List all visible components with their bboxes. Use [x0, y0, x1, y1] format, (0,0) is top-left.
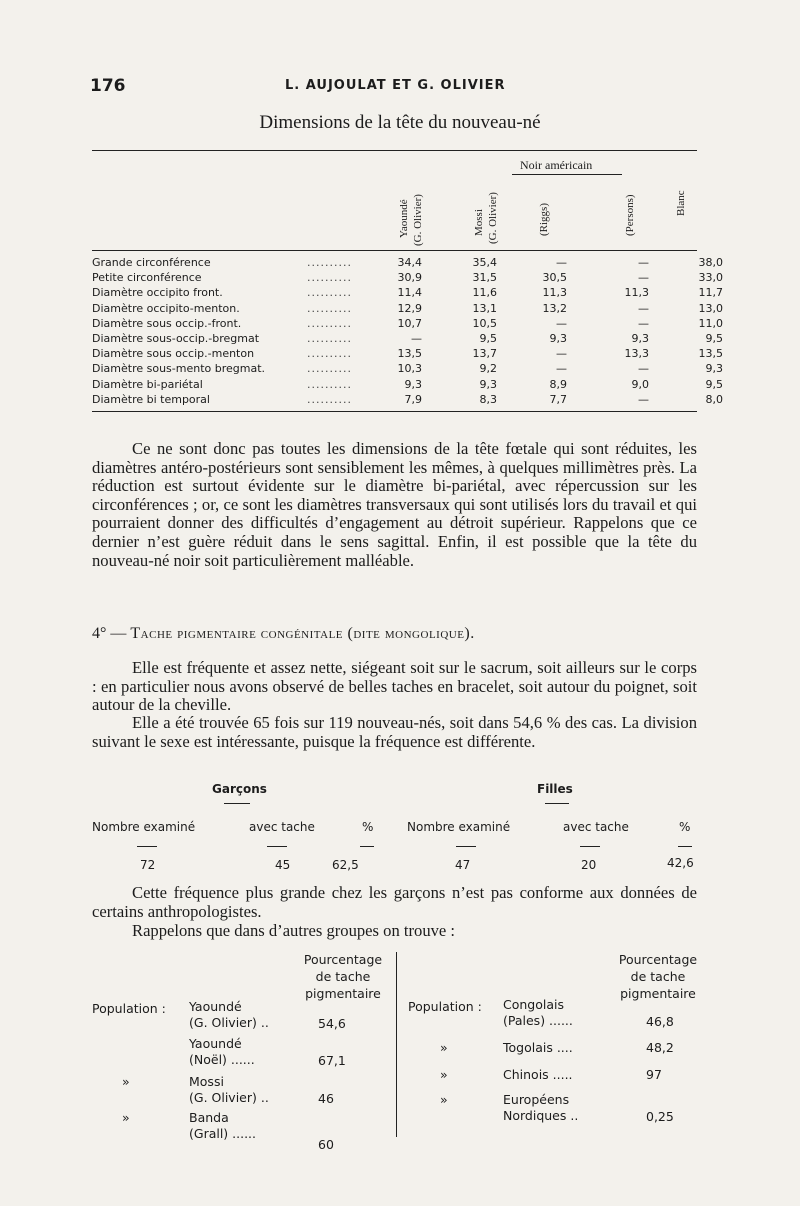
cell-value: 9,0: [631, 377, 649, 391]
boys-with-spot: 45: [275, 858, 291, 872]
cell-value: 9,3: [404, 377, 422, 391]
cell-value: 30,9: [397, 271, 422, 285]
cell-value: —: [556, 347, 567, 361]
running-title: L. AUJOULAT ET G. OLIVIER: [285, 78, 506, 93]
col-header-blanc: Blanc: [675, 190, 687, 216]
girls-percent: 42,6: [667, 856, 694, 870]
girls-col-percent: %: [679, 820, 691, 834]
cell-value: 10,7: [397, 316, 422, 330]
section-heading: [92, 625, 697, 643]
cell-value: 13,5: [397, 347, 422, 361]
table-row: [92, 301, 723, 316]
cell-value: 31,5: [472, 271, 497, 285]
cell-value: 10,5: [472, 316, 497, 330]
population-name: Yaoundé: [189, 1036, 242, 1051]
cell-value: 11,3: [542, 286, 567, 300]
leader-dots: ..........: [307, 332, 352, 345]
col-header-riggs: (Riggs): [538, 203, 550, 236]
cell-value: 9,5: [705, 377, 723, 391]
cell-value: 38,0: [698, 256, 723, 269]
table-row: [92, 256, 723, 270]
cell-value: 7,7: [549, 392, 567, 406]
leader-dots: ..........: [307, 347, 352, 361]
population-percent: 46: [318, 1091, 334, 1106]
cell-value: 33,0: [698, 271, 723, 285]
leader-dots: ..........: [307, 271, 352, 285]
left-col-header: Pourcentage de tache pigmentaire: [303, 952, 383, 1001]
ditto-mark: »: [440, 1092, 448, 1107]
row-label: Diamètre bi temporal: [92, 392, 210, 406]
right-col-header: Pourcentage de tache pigmentaire: [618, 952, 698, 1001]
leader-dots: ..........: [307, 377, 352, 391]
row-label: Diamètre sous occip.-menton: [92, 347, 255, 361]
leader-dots: ..........: [307, 256, 352, 269]
population-percent: 60: [318, 1137, 334, 1152]
cell-value: 9,5: [479, 332, 497, 345]
cell-value: 11,0: [698, 316, 723, 330]
leader-dots: ..........: [307, 286, 352, 300]
paragraph-4: Cette fréquence plus grande chez les garçons n’est pas conforme aux données de certains anthropologistes.: [92, 883, 697, 921]
paragraph-1: Ce ne sont donc pas toutes les dimensions de la tête fœtale qui sont réduites, les diamètres antéro-postérieurs sont sensiblement les mêmes, à quelques millimètres près. La réduction est surtout évidente sur le diamètre bi-pariétal, avec répercussion sur les circonférences ; or, ce sont les diamètres transversaux qui sont utilisés lors du travail et qui pourraient donner des difficultés d’engagement au détroit supérieur. Rappelons que ce dernier n’est guère réduit dans le sens sagittal. Enfin, il est possible que la tête du nouveau-né noir soit particulièrement malléable.: [92, 439, 697, 570]
boys-col-examined: Nombre examiné: [92, 820, 196, 834]
population-name: Togolais ....: [503, 1040, 573, 1055]
table-title: Dimensions de la tête du nouveau-né: [259, 112, 541, 133]
dash-2: [267, 846, 287, 847]
cell-value: —: [556, 316, 567, 330]
cell-value: 10,3: [397, 362, 422, 376]
leader-dots: ..........: [307, 392, 352, 406]
cell-value: 30,5: [542, 271, 567, 285]
right-population-label: Population :: [408, 999, 482, 1014]
dash-1: [137, 846, 157, 847]
population-name: Chinois .....: [503, 1067, 573, 1082]
table-row: [92, 271, 723, 285]
cell-value: —: [638, 271, 649, 285]
left-population-label: Population :: [92, 1001, 166, 1016]
group-header: Noir américain: [520, 158, 593, 172]
cell-value: 11,6: [472, 286, 497, 300]
cell-value: 34,4: [397, 256, 422, 269]
population-name: Banda: [189, 1110, 229, 1125]
cell-value: —: [638, 301, 649, 315]
col-header-yaounde-source: (G. Olivier): [412, 194, 424, 246]
cell-value: 13,7: [472, 347, 497, 361]
paragraph-3: Elle a été trouvée 65 fois sur 119 nouveau-nés, soit dans 54,6 % des cas. La division suivant le sexe est intéressante, puisque la fréquence est différente.: [92, 713, 697, 751]
cell-value: 13,1: [472, 301, 497, 315]
table-row: [92, 392, 723, 407]
cell-value: 12,9: [397, 301, 422, 315]
row-label: Diamètre sous occip.-front.: [92, 316, 242, 330]
table-row: [92, 316, 723, 331]
cell-value: 9,3: [549, 332, 567, 345]
cell-value: —: [411, 332, 422, 345]
population-source: (Noël) ......: [189, 1052, 255, 1067]
cell-value: —: [556, 256, 567, 269]
cell-value: 35,4: [472, 256, 497, 269]
group-rule: [512, 174, 622, 175]
table-row: [92, 286, 723, 300]
boys-col-with-spot: avec tache: [249, 820, 315, 834]
cell-value: 8,9: [549, 377, 567, 391]
cell-value: 9,3: [631, 332, 649, 345]
girls-underline: [545, 803, 569, 804]
row-label: Diamètre occipito-menton.: [92, 301, 240, 315]
row-label: Diamètre bi-pariétal: [92, 377, 203, 391]
girls-label: Filles: [537, 782, 573, 796]
row-label: Diamètre sous-occip.-bregmat: [92, 332, 260, 345]
leader-dots: ..........: [307, 316, 352, 330]
cell-value: —: [638, 316, 649, 330]
girls-col-with-spot: avec tache: [563, 820, 629, 834]
ditto-mark: »: [440, 1067, 448, 1082]
cell-value: 13,5: [698, 347, 723, 361]
population-divider: [396, 952, 397, 1137]
boys-col-percent: %: [362, 820, 374, 834]
row-label: Grande circonférence: [92, 256, 211, 269]
population-source: (G. Olivier) ..: [189, 1015, 269, 1030]
ditto-mark: »: [122, 1074, 130, 1089]
cell-value: —: [638, 392, 649, 406]
boys-label: Garçons: [212, 782, 267, 796]
population-percent: 67,1: [318, 1053, 346, 1068]
cell-value: 8,0: [705, 392, 723, 406]
ditto-mark: »: [122, 1110, 130, 1125]
boys-examined: 72: [140, 858, 156, 872]
header-rule: [92, 250, 697, 251]
population-source: (G. Olivier) ..: [189, 1090, 269, 1105]
section-number: 4° —: [92, 625, 127, 642]
col-header-mossi: Mossi: [473, 209, 485, 236]
population-name: Mossi: [189, 1074, 224, 1089]
dash-5: [580, 846, 600, 847]
cell-value: —: [556, 362, 567, 376]
dash-6: [678, 846, 692, 847]
table-bottom-rule: [92, 411, 697, 412]
population-percent: 0,25: [646, 1109, 674, 1124]
col-header-persons: (Persons): [624, 194, 636, 236]
leader-dots: ..........: [307, 301, 352, 315]
cell-value: 11,7: [698, 286, 723, 300]
dash-3: [360, 846, 374, 847]
cell-value: 11,3: [624, 286, 649, 300]
population-percent: 97: [646, 1067, 662, 1082]
page-number: 176: [90, 76, 126, 96]
girls-with-spot: 20: [581, 858, 597, 872]
population-source: (Grall) ......: [189, 1126, 256, 1141]
population-source: Nordiques ..: [503, 1108, 579, 1123]
cell-value: —: [638, 256, 649, 269]
boys-underline: [224, 803, 250, 804]
cell-value: 11,4: [397, 286, 422, 300]
row-label: Diamètre occipito front.: [92, 286, 223, 300]
cell-value: 9,3: [479, 377, 497, 391]
population-percent: 54,6: [318, 1016, 346, 1031]
population-percent: 48,2: [646, 1040, 674, 1055]
cell-value: 13,3: [624, 347, 649, 361]
table-row: [92, 362, 723, 376]
dimension-table: [92, 150, 723, 412]
table-row: [92, 347, 723, 361]
section-title: Tache pigmentaire congénitale (dite mongolique).: [130, 625, 475, 642]
girls-col-examined: Nombre examiné: [407, 820, 511, 834]
girls-examined: 47: [455, 858, 471, 872]
row-label: Diamètre sous-mento bregmat.: [92, 362, 266, 376]
cell-value: 9,5: [705, 332, 723, 345]
cell-value: 9,3: [705, 362, 723, 376]
table-row: [92, 332, 723, 346]
ditto-mark: »: [440, 1040, 448, 1055]
cell-value: 9,2: [479, 362, 497, 376]
leader-dots: ..........: [307, 362, 352, 376]
population-percent: 46,8: [646, 1014, 674, 1029]
table-top-rule: [92, 150, 697, 151]
paragraph-2: Elle est fréquente et assez nette, siégeant soit sur le sacrum, soit ailleurs sur le corps : en particulier nous avons observé de belles taches en bracelet, soit autour du poignet, soit autour de la cheville.: [92, 658, 697, 715]
cell-value: 13,0: [698, 301, 723, 315]
population-source: (Pales) ......: [503, 1013, 573, 1028]
row-label: Petite circonférence: [92, 271, 202, 285]
population-name: Yaoundé: [189, 999, 242, 1014]
boys-percent: 62,5: [332, 858, 359, 872]
cell-value: 13,2: [542, 301, 567, 315]
col-header-yaounde: Yaoundé: [398, 199, 410, 238]
table-row: [92, 377, 723, 392]
col-header-mossi-source: (G. Olivier): [487, 192, 499, 244]
population-name: Européens: [503, 1092, 570, 1107]
cell-value: 8,3: [479, 392, 497, 406]
dash-4: [456, 846, 476, 847]
paragraph-5: Rappelons que dans d’autres groupes on trouve :: [132, 921, 456, 940]
cell-value: 7,9: [404, 392, 422, 406]
population-name: Congolais: [503, 997, 564, 1012]
cell-value: —: [638, 362, 649, 376]
